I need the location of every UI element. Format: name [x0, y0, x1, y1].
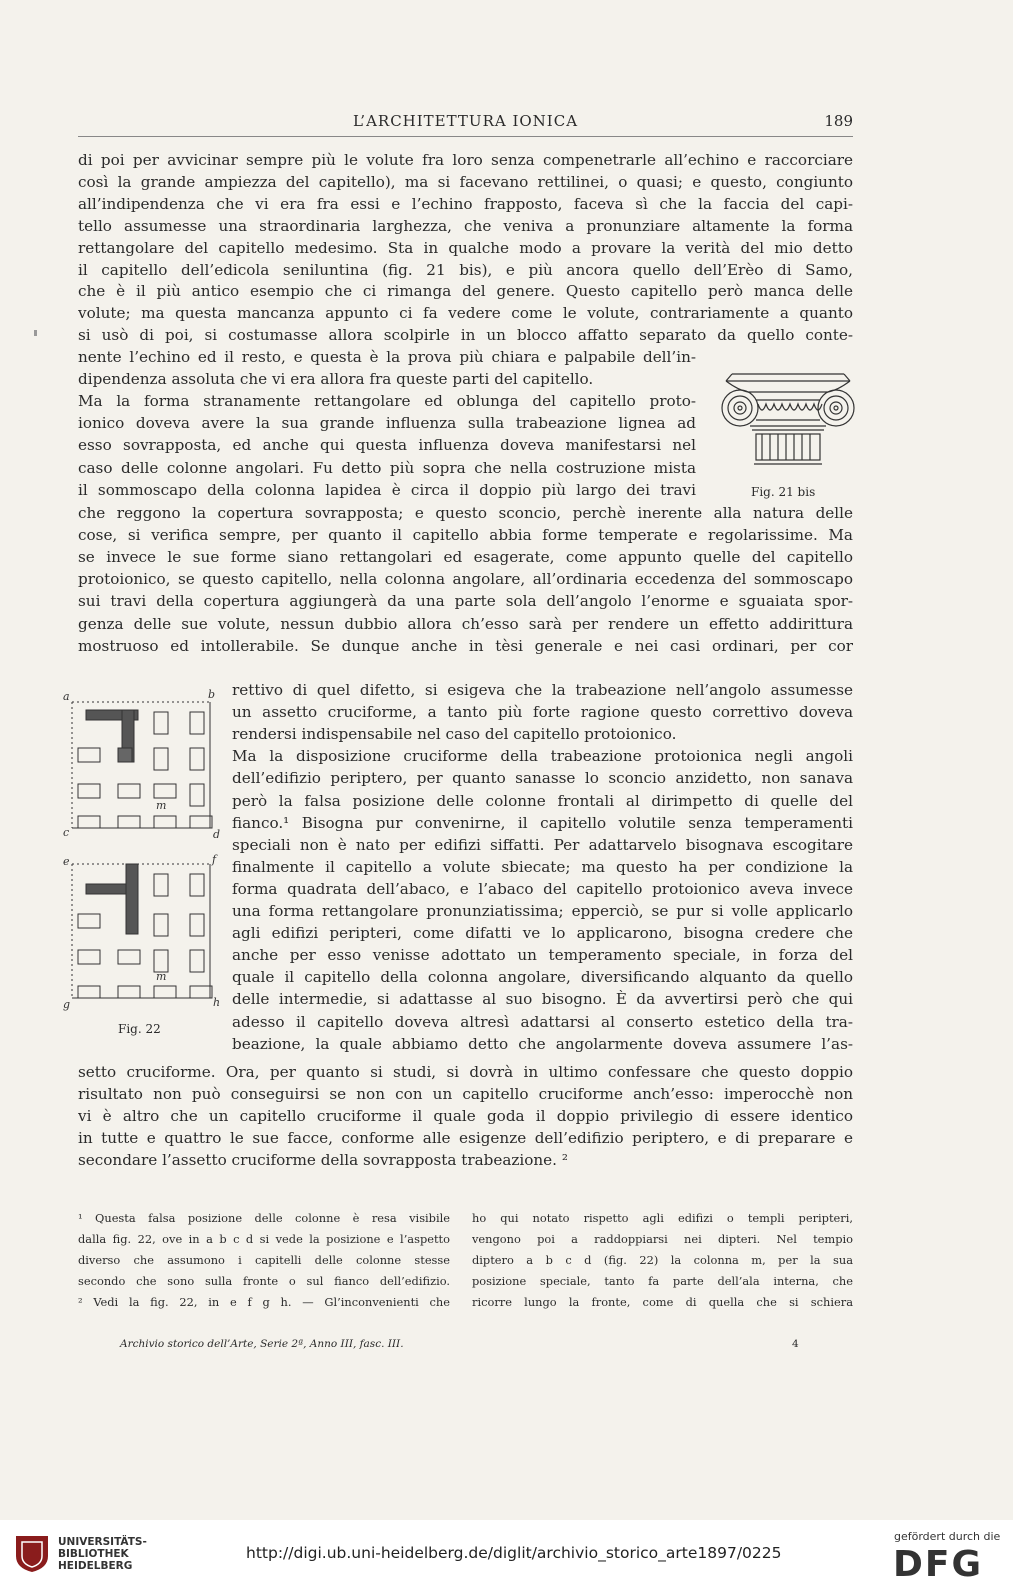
fig22-letter-e: e — [63, 855, 70, 868]
permalink-url[interactable]: http://digi.ub.uni-heidelberg.de/diglit/archivio_storico_arte1897/0225 — [246, 1544, 782, 1562]
text-line: dipendenza assoluta che vi era allora fra queste parti del capitello. — [78, 370, 594, 389]
fig22-letter-c: c — [63, 826, 70, 839]
text-line: caso delle colonne angolari. Fu detto più sopra che nella costruzione mista — [78, 458, 696, 477]
text-line: vi è altro che un capitello cruciforme il quale goda il doppio privilegio di essere identico — [78, 1107, 853, 1126]
text-line: una forma rettangolare pronunziatissima; epperciò, se pur si volle applicarlo — [232, 902, 853, 920]
fig22-letter-m-upper: m — [156, 799, 167, 812]
text-line: se invece le sue forme siano rettangolari ed esagerate, come appunto quelle del capitello — [78, 548, 853, 567]
footnote-line: diverso che assumono i capitelli delle colonne stesse — [78, 1253, 450, 1267]
text-line: esso sovrapposta, ed anche qui questa influenza doveva manifestarsi nel — [78, 436, 696, 455]
text-line: finalmente il capitello a volute sbiecate; ma questo ha per condizione la — [232, 857, 853, 876]
text-line: all’indipendenza che vi era fra essi e l’echino frapposto, faceva sì che la faccia del capi- — [78, 194, 853, 213]
text-line: tello assumesse una straordinaria larghezza, che veniva a pronunziare altamente la forma — [78, 216, 853, 235]
text-line: secondare l’assetto cruciforme della sovrapposta trabeazione. ² — [78, 1151, 568, 1170]
footnote-line: ² Vedi la fig. 22, in e f g h. — Gl’inconvenienti che — [78, 1295, 450, 1309]
text-line: beazione, la quale abbiamo detto che angolarmente doveva assumere l’as- — [232, 1034, 853, 1053]
text-line: speciali non è nato per edifizi siffatti. Per adattarvelo bisognava escogitare — [232, 835, 853, 854]
figure-22-caption: Fig. 22 — [118, 1022, 161, 1036]
page-number: 189 — [824, 112, 853, 130]
text-line: dell’edifizio periptero, per quanto sanasse lo sconcio anzidetto, non sanava — [232, 769, 853, 788]
footnote-line: vengono poi a raddoppiarsi nei dipteri. Nel tempio — [472, 1232, 853, 1246]
text-line: che è il più antico esempio che ci rimanga del genere. Questo capitello però manca delle — [78, 282, 853, 301]
footnote-line: ¹ Questa falsa posizione delle colonne è resa visibile — [78, 1211, 450, 1225]
text-line: rendersi indispensabile nel caso del capitello protoionico. — [232, 725, 677, 744]
dfg-logo: DFG — [893, 1544, 984, 1585]
text-line: setto cruciforme. Ora, per quanto si studi, si dovrà in ultimo confessare che questo doppio — [78, 1063, 853, 1081]
figure-21bis-capital — [718, 368, 858, 480]
library-line: HEIDELBERG — [58, 1560, 133, 1572]
text-line: però la falsa posizione delle colonne frontali al dirimpetto di quelle del — [232, 791, 853, 810]
text-line: il sommoscapo della colonna lapidea è circa il doppio più largo dei travi — [78, 480, 696, 499]
running-header — [78, 110, 853, 137]
text-line: fianco.¹ Bisogna pur convenirne, il capitello volutile senza temperamenti — [232, 813, 853, 832]
text-line: adesso il capitello doveva altresì adattarsi al conserto estetico della tra- — [232, 1012, 853, 1031]
library-name — [58, 1536, 147, 1572]
fig22-letter-d: d — [213, 828, 221, 841]
running-title: L’ARCHITETTURA IONICA — [352, 112, 579, 130]
footnote-line: ho qui notato rispetto agli edifizi o templi peripteri, — [472, 1211, 853, 1225]
footnote-line: diptero a b c d (fig. 22) la colonna m, per la sua — [472, 1253, 853, 1267]
viewer-footer — [0, 1520, 1013, 1591]
text-line: Ma la forma stranamente rettangolare ed oblunga del capitello proto- — [78, 392, 696, 411]
fig22-letter-h: h — [213, 996, 221, 1009]
text-line: un assetto cruciforme, a tanto più forte ragione questo correttivo doveva — [232, 703, 853, 722]
scan-mark — [34, 330, 37, 336]
text-line: forma quadrata dell’abaco, e l’abaco del capitello protoionico aveva invece — [232, 879, 853, 898]
footnote-line: secondo che sono sulla fronte o sul fianco dell’edifizio. — [78, 1274, 450, 1288]
fig22-letter-a: a — [63, 690, 70, 703]
text-line: rettangolare del capitello medesimo. Sta in qualche modo a provare la verità del mio detto — [78, 238, 853, 257]
text-line: rettivo di quel difetto, si esigeva che la trabeazione nell’angolo assumesse — [232, 681, 853, 699]
footnote-line: ricorre lungo la fronte, come di quella che si schiera — [472, 1295, 853, 1309]
fig22-letter-m-lower: m — [156, 970, 167, 983]
text-line: così la grande ampiezza del capitello), ma si facevano rettilinei, o quasi; e questo, congiunto — [78, 172, 853, 191]
fig22-letter-b: b — [208, 688, 216, 701]
text-line: genza delle sue volute, nessun dubbio allora ch’esso sarà per rendere un effetto addirittura — [78, 614, 853, 633]
library-line: BIBLIOTHEK — [58, 1548, 129, 1560]
text-line: protoionico, se questo capitello, nella colonna angolare, all’ordinaria eccedenza del sommoscapo — [78, 570, 853, 589]
text-line: si usò di poi, si costumasse allora scolpirle in un blocco affatto separato da quello conte- — [78, 326, 853, 345]
text-line: in tutte e quattro le sue facce, conforme alle esigenze dell’edifizio periptero, e di preparare e — [78, 1129, 853, 1148]
fig22-letter-f: f — [212, 853, 217, 866]
text-line: anche per esso venisse adottato un temperamento speciale, in forza del — [232, 946, 853, 965]
text-line: nente l’echino ed il resto, e questa è la prova più chiara e palpabile dell’in- — [78, 348, 696, 366]
funding-label: gefördert durch die — [894, 1530, 1001, 1543]
text-line: volute; ma questa mancanza appunto ci fa vedere come le volute, contrariamente a quanto — [78, 304, 853, 323]
university-seal-icon — [12, 1532, 52, 1574]
journal-imprint: Archivio storico dell’Arte, Serie 2ª, Anno III, fasc. III. — [120, 1338, 404, 1350]
figure-21bis-caption: Fig. 21 bis — [751, 485, 816, 499]
text-line: sui travi della copertura aggiungerà da una parte sola dell’angolo l’enorme e sguaiata spor- — [78, 592, 853, 611]
text-line: di poi per avvicinar sempre più le volute fra loro senza compenetrarle all’echino e raccorciare — [78, 151, 853, 169]
text-line: agli edifizi peripteri, come difatti ve lo applicarono, bisogna credere che — [232, 924, 853, 943]
library-line: UNIVERSITÄTS- — [58, 1536, 147, 1548]
text-line: mostruoso ed intollerabile. Se dunque anche in tèsi generale e nei casi ordinari, per cor — [78, 636, 853, 655]
text-line: il capitello dell’edicola seniluntina (fig. 21 bis), e più ancora quello dell’Erèo di Samo, — [78, 260, 853, 279]
text-line: risultato non può conseguirsi se non con un capitello cruciforme anch’esso: imperocchè non — [78, 1085, 853, 1104]
signature-number: 4 — [792, 1338, 799, 1350]
footnote-line: dalla fig. 22, ove in a b c d si vede la posizione e l’aspetto — [78, 1232, 450, 1246]
text-line: delle intermedie, si adattasse al suo bisogno. È da avvertirsi però che qui — [232, 990, 853, 1009]
text-line: cose, si verifica sempre, per quanto il capitello abbia forme temperate e regolarissime. Ma — [78, 526, 853, 545]
text-line: Ma la disposizione cruciforme della trabeazione protoionica negli angoli — [232, 747, 853, 766]
footnote-line: posizione speciale, tanto fa parte dell’ala interna, che — [472, 1274, 853, 1288]
text-line: che reggono la copertura sovrapposta; e questo sconcio, perchè inerente alla natura delle — [78, 504, 853, 522]
fig22-letter-g: g — [63, 998, 71, 1011]
figure-22-plans — [62, 688, 226, 1020]
text-line: ionico doveva avere la sua grande influenza sulla trabeazione lignea ad — [78, 414, 696, 433]
text-line: quale il capitello della colonna angolare, diversificando alquanto da quello — [232, 968, 853, 987]
